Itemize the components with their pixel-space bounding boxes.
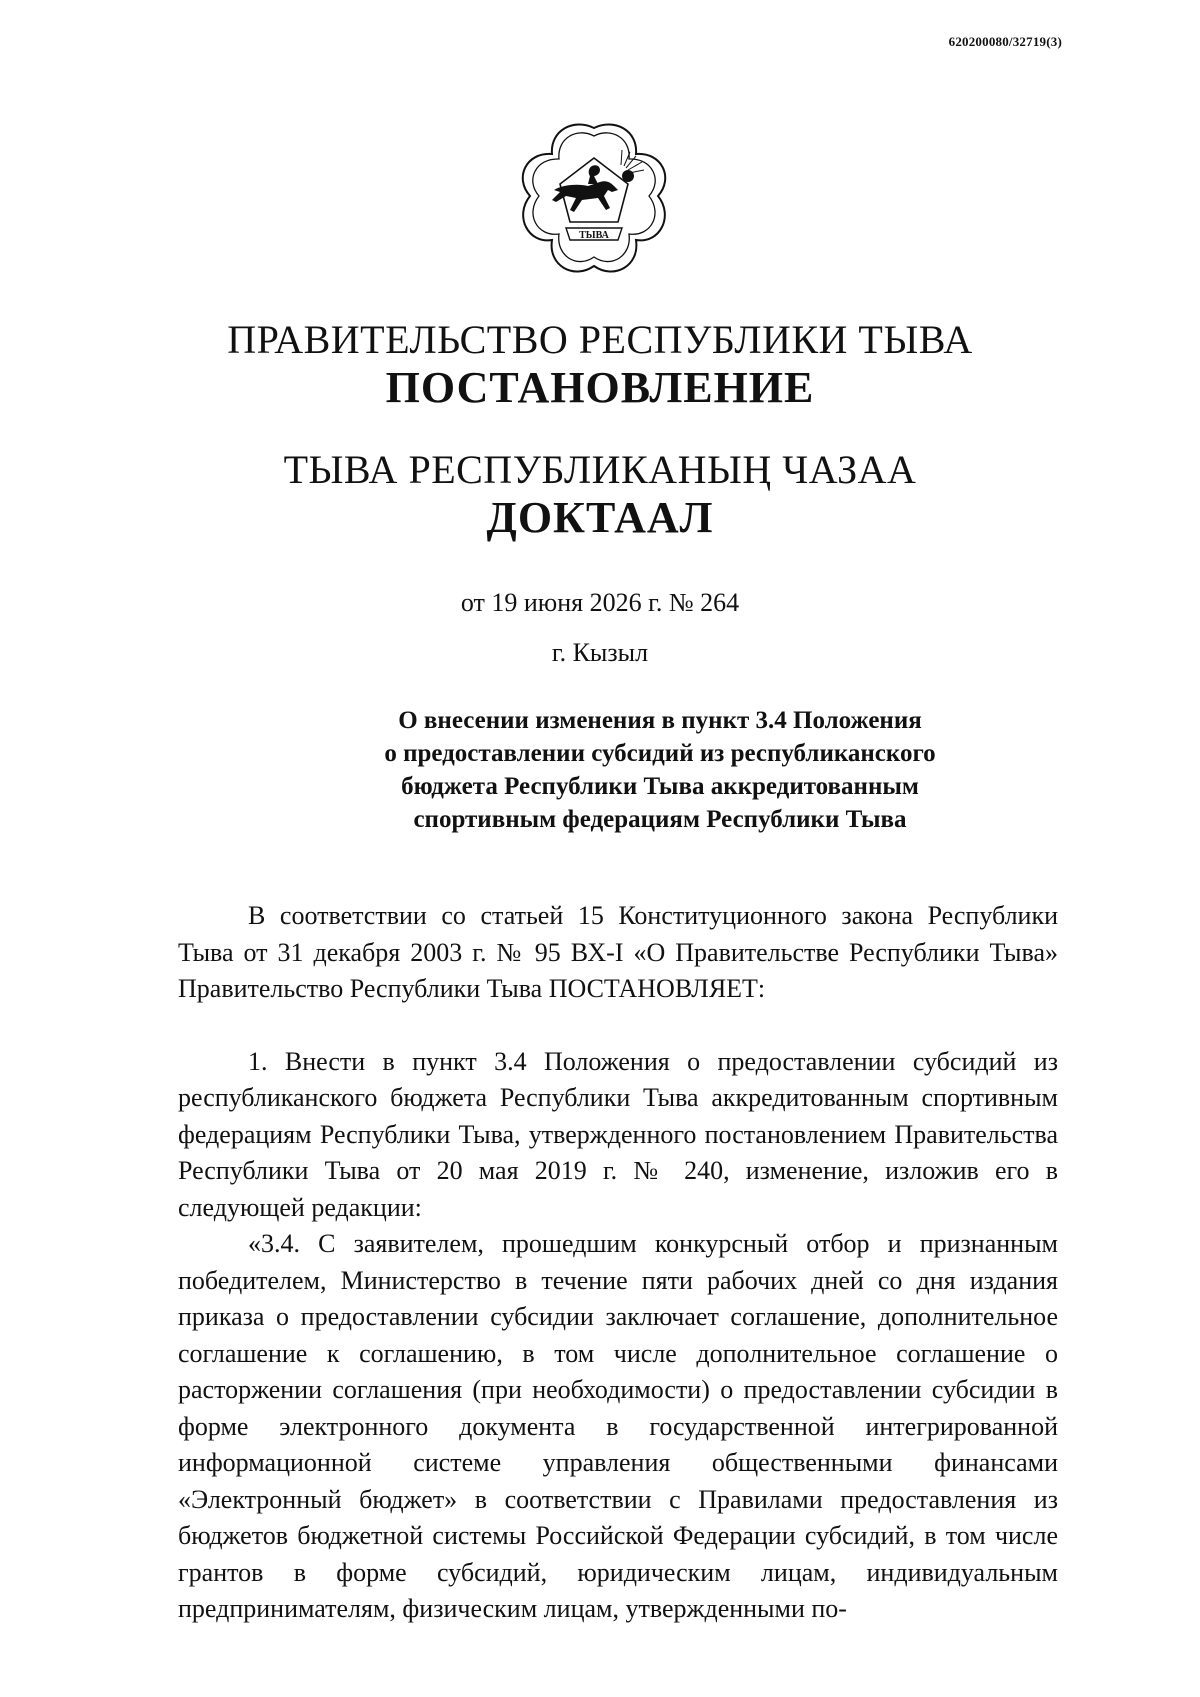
decree-title [280, 704, 1040, 836]
decree-body [178, 898, 1058, 1628]
title-line: о предоставлении субсидий из республиканского [384, 740, 936, 767]
document-id: 620200080/32719(3) [948, 34, 1062, 49]
body-paragraph-item-1: 1. Внести в пункт 3.4 Положения о предоставлении субсидий из республиканского бюджета Республики Тыва аккредитованным спортивным федерациям Республики Тыва, утвержденного постановлением Правительства Республики Тыва от 20 мая 2019 г. № 240, изменение, изложив его в следующей редакции: [178, 1046, 1058, 1222]
title-line: бюджета Республики Тыва аккредитованным [401, 773, 919, 800]
body-paragraph-preamble: В соответствии со статьей 15 Конституционного закона Республики Тыва от 31 декабря 2003 г. № 95 ВХ-I «О Правительстве Республики Тыва» Правительство Республики Тыва ПОСТАНОВЛЯЕТ: [178, 901, 1058, 1003]
decree-city: г. Кызыл [551, 638, 649, 667]
emblem-icon [514, 116, 674, 286]
government-title-tyv: ТЫВА РЕСПУБЛИКАНЫҢ ЧАЗАА [283, 447, 917, 492]
emblem-ribbon-text: ТЫВА [579, 230, 609, 241]
decree-title-tyv: ДОКТААЛ [486, 493, 714, 542]
title-line: спортивным федерациям Республики Тыва [413, 806, 907, 833]
decree-title-ru: ПОСТАНОВЛЕНИЕ [385, 363, 815, 412]
government-title-ru: ПРАВИТЕЛЬСТВО РЕСПУБЛИКИ ТЫВА [227, 317, 973, 362]
title-line: О внесении изменения в пункт 3.4 Положения [398, 707, 922, 734]
body-paragraph-quoted-clause: «3.4. С заявителем, прошедшим конкурсный отбор и признанным победителем, Министерство в течение пяти рабочих дней со дня издания приказа о предоставлении субсидии заключает соглашение, дополнительное соглашение к соглашению, в том числе дополнительное соглашение о расторжении соглашения (при необходимости) о предоставлении субсидии в форме электронного документа в государственной интегрированной информационной системе управления общественными финансами «Электронный бюджет» в соответствии с Правилами предоставления из бюджетов бюджетной системы Российской Федерации субсидий, в том числе грантов в форме субсидий, юридическим лицам, индивидуальным предпринимателям, физическим лицам, утвержденными по- [178, 1229, 1058, 1623]
decree-date: от 19 июня 2026 г. № 264 [460, 588, 740, 617]
